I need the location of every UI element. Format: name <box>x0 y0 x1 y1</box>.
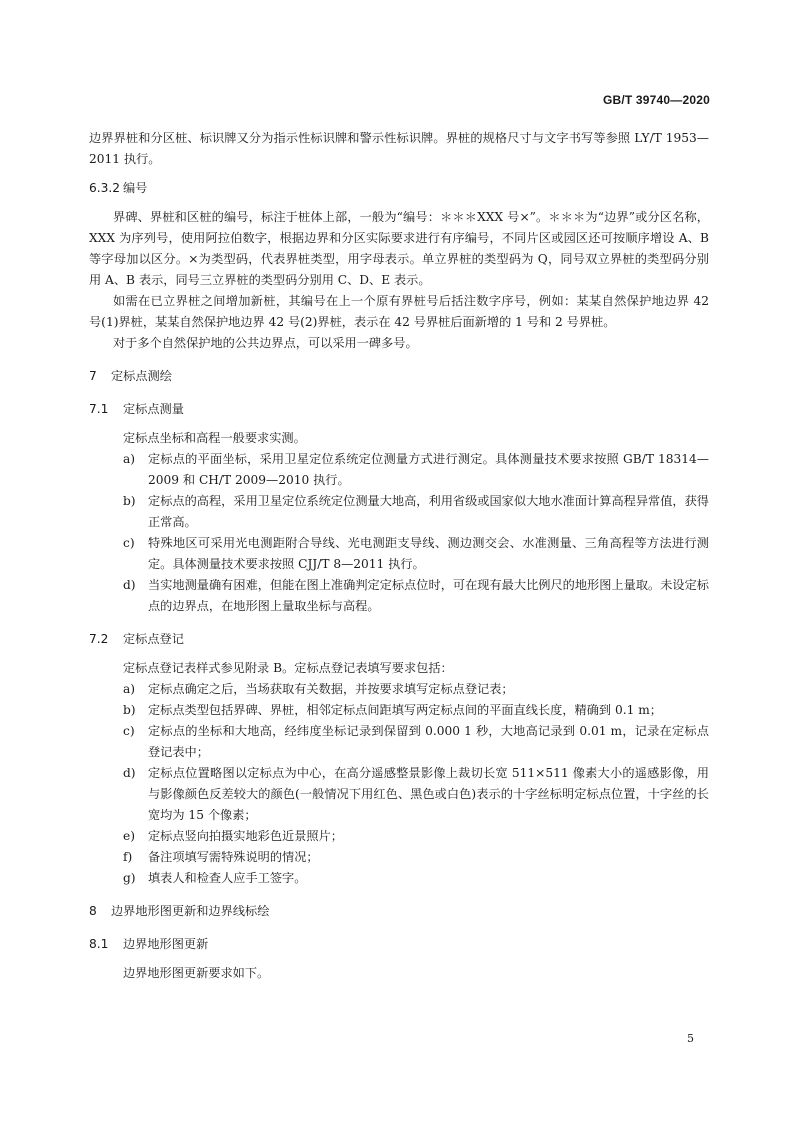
document-body <box>89 128 709 984</box>
list-marker: a) <box>123 452 136 466</box>
list-7-2 <box>89 679 709 889</box>
list-item <box>89 679 709 700</box>
list-item <box>89 763 709 826</box>
list-item-text: 定标点的高程，采用卫星定位系统定位测量大地高，利用省级或国家似大地水准面计算高程异常值，获得正常高。 <box>148 494 709 529</box>
lead-paragraph: 边界地形图更新要求如下。 <box>123 966 270 980</box>
list-item <box>89 449 709 491</box>
list-item-text: 定标点的坐标和大地高，经纬度坐标记录到保留到 0.000 1 秒，大地高记录到 0.01 m，记录在定标点登记表中； <box>148 724 709 759</box>
list-item <box>89 826 709 847</box>
list-item-text: 定标点确定之后，当场获取有关数据，并按要求填写定标点登记表； <box>148 682 514 696</box>
section-number: 7.2 <box>89 632 109 646</box>
section-heading-7-2 <box>89 629 709 650</box>
list-item-text: 备注项填写需特殊说明的情况； <box>148 850 319 864</box>
section-heading-7 <box>89 366 709 387</box>
list-item-text: 填表人和检查人应手工签字。 <box>148 871 307 885</box>
list-item <box>89 721 709 763</box>
section-heading-8 <box>89 901 709 922</box>
section-heading-6-3-2 <box>89 178 709 199</box>
list-item <box>89 868 709 889</box>
list-item <box>89 533 709 575</box>
list-item <box>89 491 709 533</box>
list-item <box>89 575 709 617</box>
lead-paragraph: 定标点坐标和高程一般要求实测。 <box>123 431 306 445</box>
list-marker: b) <box>123 703 136 717</box>
section-number: 8.1 <box>89 937 109 951</box>
section-number: 6.3.2 <box>89 181 121 195</box>
page-number: 5 <box>687 1032 694 1045</box>
paragraph-shared-point: 对于多个自然保护地的公共边界点，可以采用一碑多号。 <box>113 336 418 350</box>
list-item <box>89 700 709 721</box>
section-title: 定标点测绘 <box>111 369 172 383</box>
list-marker: g) <box>123 871 136 885</box>
list-item-text: 定标点竖向拍摄实地彩色近景照片； <box>148 829 343 843</box>
section-heading-7-1 <box>89 399 709 420</box>
section-number: 7.1 <box>89 402 109 416</box>
section-title: 边界地形图更新 <box>123 937 209 951</box>
section-number: 8 <box>89 904 97 918</box>
list-marker: c) <box>123 724 135 738</box>
section-number: 7 <box>89 369 97 383</box>
list-7-1 <box>89 449 709 617</box>
paragraph-new-pile-rule: 如需在已立界桩之间增加新桩，其编号在上一个原有界桩号后括注数字序号，例如：某某自然保护地边界 42 号(1)界桩，某某自然保护地边界 42 号(2)界桩，表示在 42 号界桩后面新增的 1 号和 2 号界桩。 <box>89 294 709 329</box>
list-marker: f) <box>123 850 133 864</box>
list-item-text: 定标点类型包括界碑、界桩，相邻定标点间距填写两定标点间的平面直线长度，精确到 0.1 m； <box>148 703 662 717</box>
section-title: 定标点测量 <box>123 402 184 416</box>
list-item-text: 定标点的平面坐标，采用卫星定位系统定位测量方式进行测定。具体测量技术要求按照 GB/T 18314—2009 和 CH/T 2009—2010 执行。 <box>148 452 709 487</box>
section-title: 编号 <box>123 181 148 195</box>
list-item-text: 当实地测量确有困难，但能在图上准确判定定标点位时，可在现有最大比例尺的地形图上量取。未设定标点的边界点，在地形图上量取坐标与高程。 <box>148 578 709 613</box>
section-heading-8-1 <box>89 934 709 955</box>
section-title: 边界地形图更新和边界线标绘 <box>111 904 270 918</box>
paragraph-continuation: 边界界桩和分区桩、标识牌又分为指示性标识牌和警示性标识牌。界桩的规格尺寸与文字书写等参照 LY/T 1953—2011 执行。 <box>89 131 709 166</box>
list-item-text: 特殊地区可采用光电测距附合导线、光电测距支导线、测边测交会、水准测量、三角高程等方法进行测定。具体测量技术要求按照 CJJ/T 8—2011 执行。 <box>148 536 709 571</box>
list-marker: a) <box>123 682 136 696</box>
lead-paragraph: 定标点登记表样式参见附录 B。定标点登记表填写要求包括： <box>123 661 453 675</box>
list-item-text: 定标点位置略图以定标点为中心，在高分遥感整景影像上裁切长宽 511×511 像素大小的遥感影像，用与影像颜色反差较大的颜色(一般情况下用红色、黑色或白色)表示的十字丝标明定标点位置，十字丝的长宽均为 15 个像素； <box>148 766 709 822</box>
list-marker: d) <box>123 766 136 780</box>
list-marker: b) <box>123 494 136 508</box>
section-title: 定标点登记 <box>123 632 184 646</box>
standard-number: GB/T 39740—2020 <box>602 93 710 107</box>
list-marker: d) <box>123 578 136 592</box>
list-marker: e) <box>123 829 135 843</box>
paragraph-numbering-rule: 界碑、界桩和区桩的编号，标注于桩体上部，一般为“编号：＊＊＊XXX 号×”。＊＊＊为“边界”或分区名称，XXX 为序列号，使用阿拉伯数字，根据边界和分区实际要求进行有序编号，不同片区或园区还可按顺序增设 A、B 等字母加以区分。×为类型码，代表界桩类型，用字母表示。单立界桩的类型码为 Q，同号双立界桩的类型码分别用 A、B 表示，同号三立界桩的类型码分别用 C、D、E 表示。 <box>89 210 709 287</box>
list-item <box>89 847 709 868</box>
list-marker: c) <box>123 536 135 550</box>
